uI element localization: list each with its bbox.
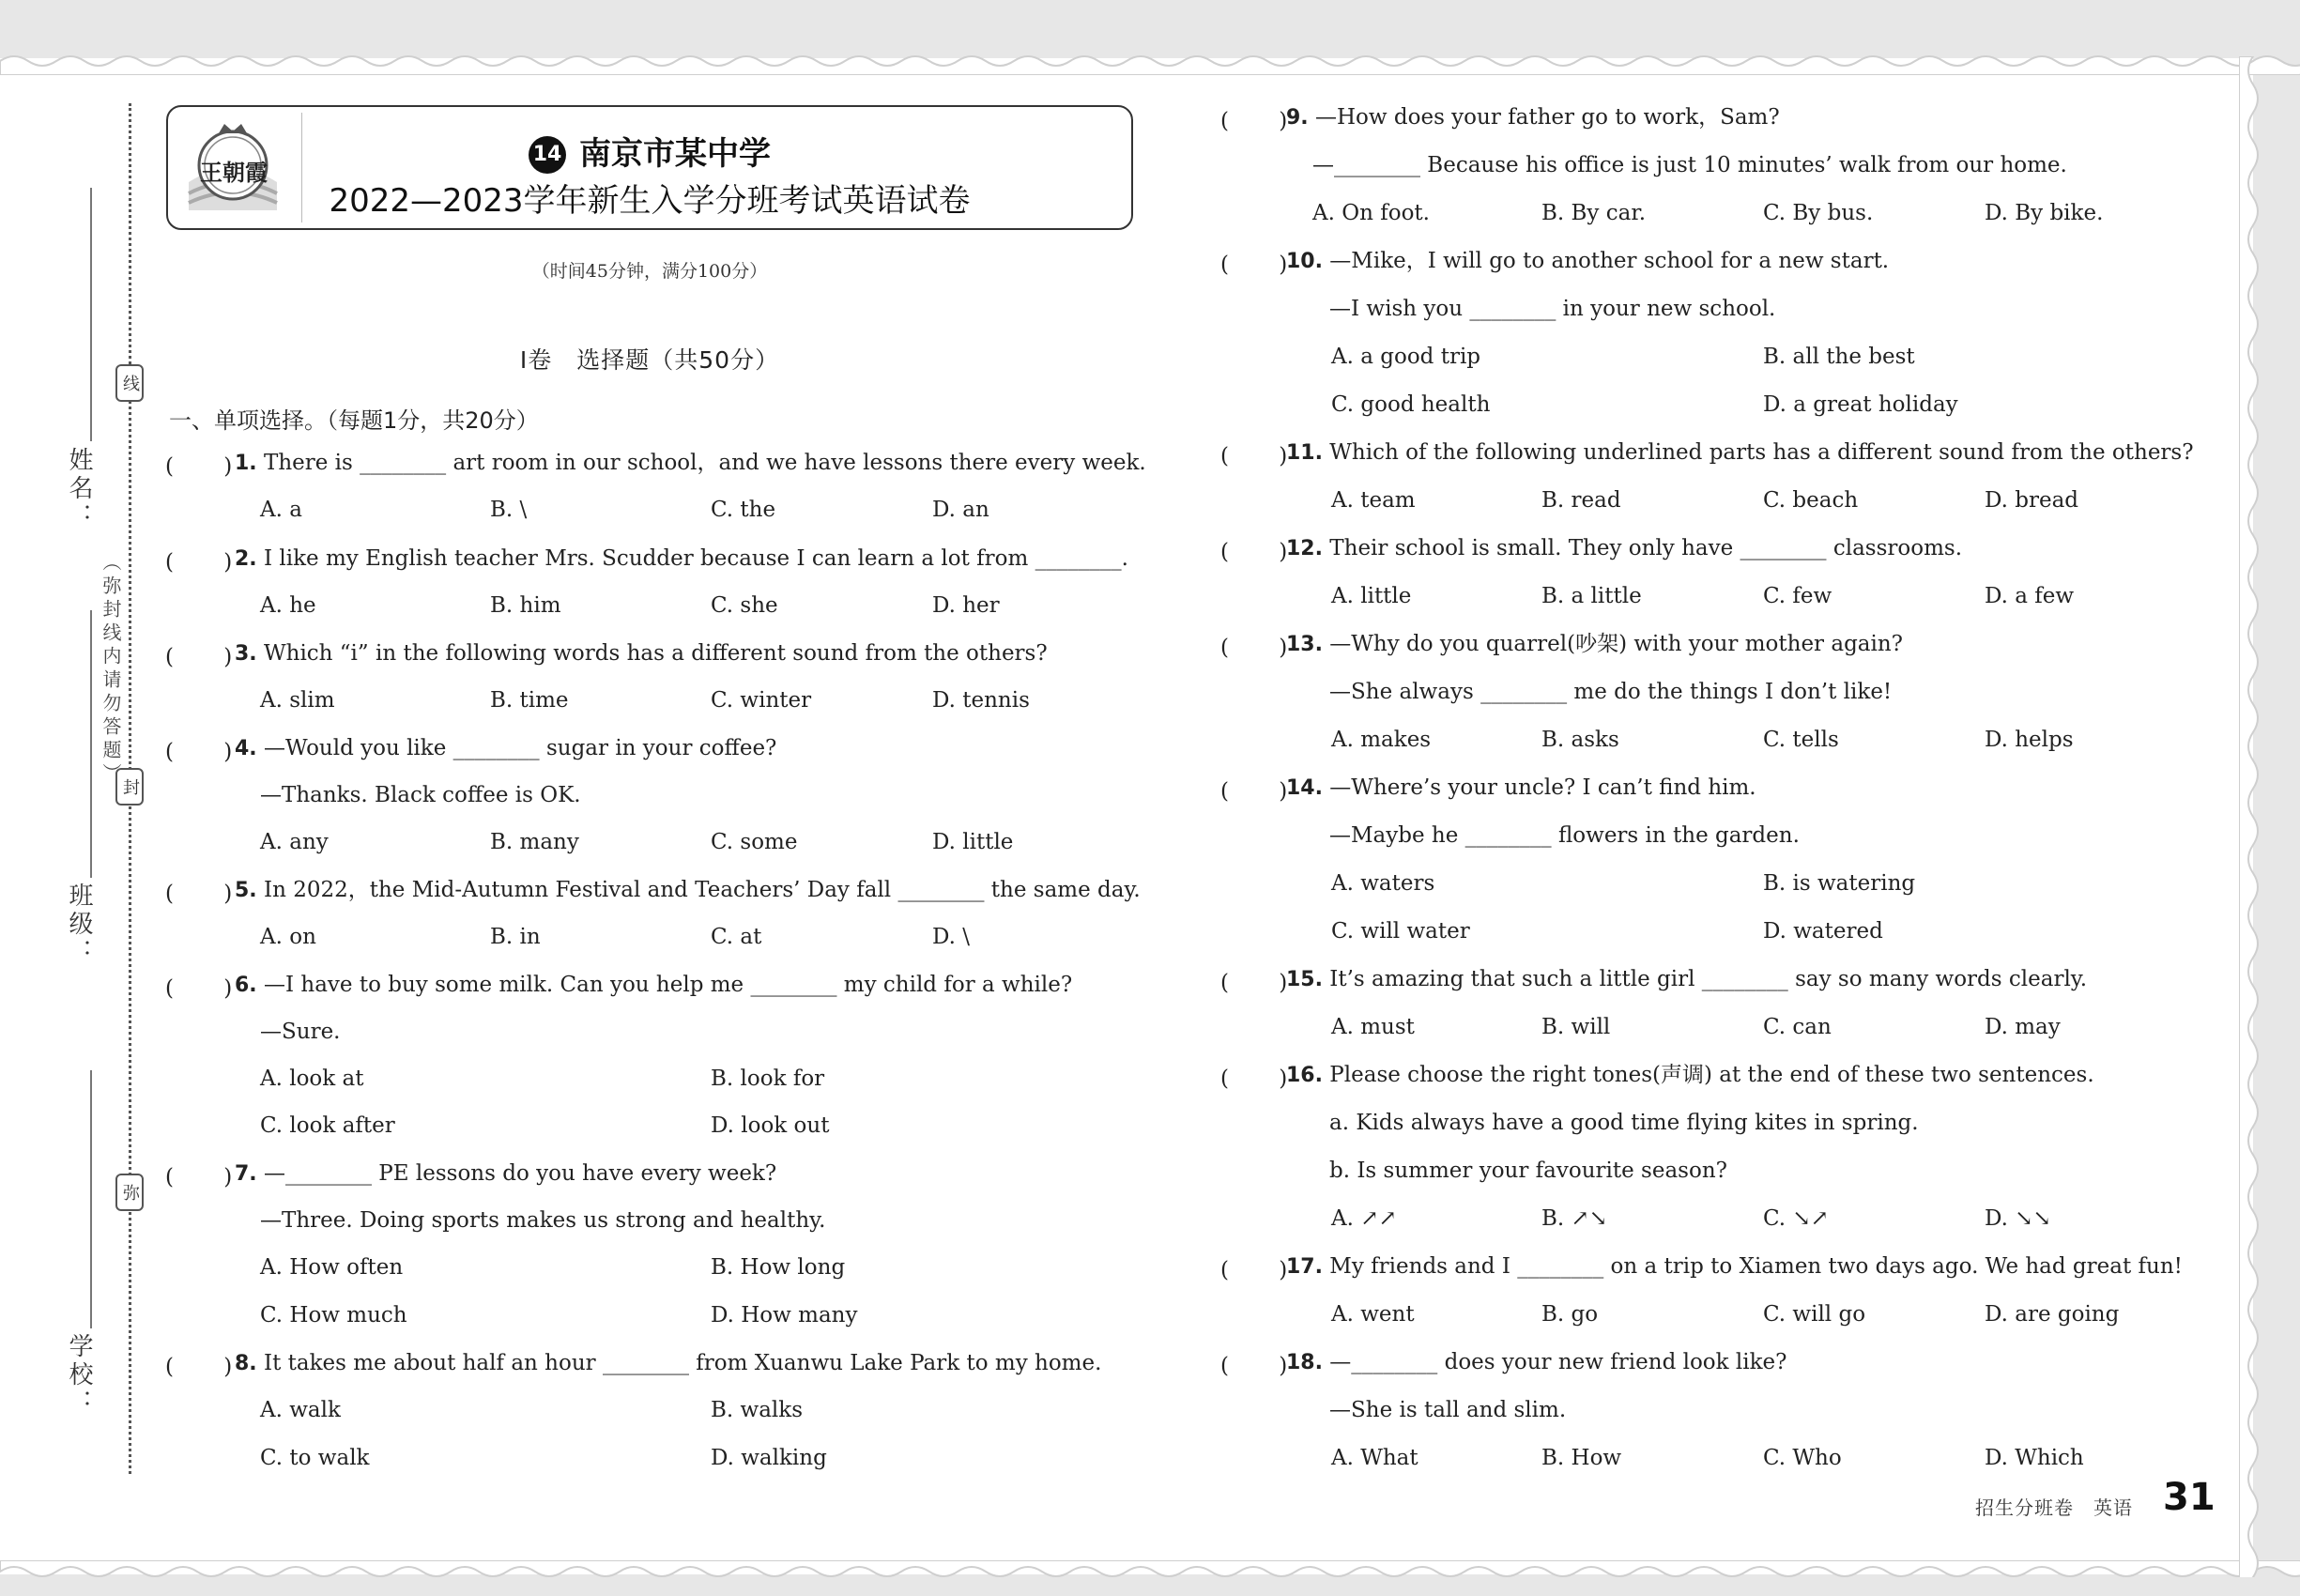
answer-blank-1[interactable]: ( ) [165, 454, 233, 479]
option-7d[interactable]: D. How many [711, 1303, 858, 1327]
option-2d[interactable]: D. her [932, 593, 1000, 618]
option-4b[interactable]: B. many [490, 830, 579, 854]
option-9c[interactable]: C. By bus. [1763, 201, 1874, 225]
option-3a[interactable]: A. slim [260, 688, 335, 713]
option-2c[interactable]: C. she [711, 593, 778, 618]
answer-blank-8[interactable]: ( ) [165, 1355, 233, 1379]
option-3c[interactable]: C. winter [711, 688, 812, 713]
question-6-reply: —Sure. [260, 1020, 341, 1044]
name-label: 姓名： [65, 447, 93, 531]
seal-mark-feng: 封 [115, 768, 144, 806]
option-18b[interactable]: B. How [1541, 1446, 1622, 1470]
option-4a[interactable]: A. any [260, 830, 329, 854]
option-3d[interactable]: D. tennis [932, 688, 1030, 713]
option-14a[interactable]: A. waters [1331, 871, 1435, 896]
option-9b[interactable]: B. By car. [1541, 201, 1647, 225]
answer-blank-3[interactable]: ( ) [165, 645, 233, 669]
time-note: （时间45分钟，满分100分） [531, 261, 768, 282]
option-16d[interactable]: D. ↘↘ [1985, 1206, 2051, 1231]
part-heading: 一、单项选择。（每题1分，共20分） [169, 407, 539, 434]
option-17d[interactable]: D. are going [1985, 1302, 2120, 1327]
option-7a[interactable]: A. How often [260, 1255, 404, 1280]
school-field-line[interactable] [90, 1070, 92, 1328]
option-17c[interactable]: C. will go [1763, 1302, 1866, 1327]
answer-blank-16[interactable]: ( ) [1220, 1067, 1288, 1091]
answer-blank-10[interactable]: ( ) [1220, 253, 1288, 277]
option-12a[interactable]: A. little [1331, 584, 1412, 608]
option-15b[interactable]: B. will [1541, 1015, 1611, 1039]
question-4: 4. —Would you like ________ sugar in your coffee? [235, 736, 777, 760]
option-14b[interactable]: B. is watering [1763, 871, 1916, 896]
option-13b[interactable]: B. asks [1541, 728, 1619, 752]
question-16-sentence-b: b. Is summer your favourite season? [1329, 1159, 1727, 1183]
option-6a[interactable]: A. look at [260, 1067, 364, 1091]
option-10b[interactable]: B. all the best [1763, 345, 1915, 369]
option-5a[interactable]: A. on [260, 925, 316, 949]
option-1d[interactable]: D. an [932, 498, 989, 522]
answer-blank-9[interactable]: ( ) [1220, 109, 1288, 133]
section-heading: Ⅰ卷 选择题（共50分） [519, 346, 780, 374]
page-number: 31 [2163, 1476, 2216, 1519]
option-8a[interactable]: A. walk [260, 1398, 341, 1422]
option-17a[interactable]: A. went [1331, 1302, 1415, 1327]
option-11a[interactable]: A. team [1331, 488, 1416, 513]
option-8c[interactable]: C. to walk [260, 1446, 370, 1470]
option-3b[interactable]: B. time [490, 688, 569, 713]
answer-blank-6[interactable]: ( ) [165, 976, 233, 1001]
school-title [168, 128, 1131, 174]
seal-mark-mi: 弥 [115, 1174, 144, 1211]
option-8d[interactable]: D. walking [711, 1446, 827, 1470]
question-12: 12. Their school is small. They only have ________ classrooms. [1286, 536, 1963, 560]
option-7c[interactable]: C. How much [260, 1303, 407, 1327]
option-6c[interactable]: C. look after [260, 1113, 395, 1138]
question-18-reply: —She is tall and slim. [1329, 1398, 1567, 1422]
answer-blank-7[interactable]: ( ) [165, 1165, 233, 1189]
option-11b[interactable]: B. read [1541, 488, 1621, 513]
question-13-reply: —She always ________ me do the things I don’t like! [1329, 680, 1893, 704]
question-16: 16. Please choose the right tones(声调) at the end of these two sentences. [1286, 1063, 2094, 1087]
option-13a[interactable]: A. makes [1331, 728, 1432, 752]
school-name: 南京市某中学 [579, 135, 771, 173]
class-field-line[interactable] [90, 610, 92, 878]
question-3: 3. Which “i” in the following words has a different sound from the others? [235, 641, 1048, 666]
option-18a[interactable]: A. What [1331, 1446, 1418, 1470]
question-14: 14. —Where’s your uncle? I can’t find him. [1286, 775, 1756, 800]
option-13c[interactable]: C. tells [1763, 728, 1839, 752]
question-4-reply: —Thanks. Black coffee is OK. [260, 783, 581, 807]
question-9: 9. —How does your father go to work，Sam? [1286, 105, 1780, 130]
answer-blank-5[interactable]: ( ) [165, 882, 233, 906]
question-9-reply: —________ Because his office is just 10 minutes’ walk from our home. [1312, 153, 2067, 177]
option-6b[interactable]: B. look for [711, 1067, 825, 1091]
question-7-reply: —Three. Doing sports makes us strong and healthy. [260, 1208, 826, 1233]
option-12d[interactable]: D. a few [1985, 584, 2075, 608]
option-10c[interactable]: C. good health [1331, 392, 1491, 417]
option-16a[interactable]: A. ↗↗ [1331, 1206, 1397, 1231]
option-14d[interactable]: D. watered [1763, 919, 1883, 944]
option-15a[interactable]: A. must [1331, 1015, 1415, 1039]
option-18d[interactable]: D. Which [1985, 1446, 2084, 1470]
option-18c[interactable]: C. Who [1763, 1446, 1842, 1470]
question-10: 10. —Mike，I will go to another school for a new start. [1286, 249, 1890, 273]
option-1c[interactable]: C. the [711, 498, 776, 522]
exam-title: 2022—2023学年新生入学分班考试英语试卷 [329, 182, 971, 220]
option-16c[interactable]: C. ↘↗ [1763, 1206, 1829, 1231]
logo-text: 王朝霞 [200, 159, 268, 186]
question-11: 11. Which of the following underlined parts has a different sound from the others? [1286, 440, 2194, 465]
option-9d[interactable]: D. By bike. [1985, 201, 2104, 225]
option-16b[interactable]: B. ↗↘ [1541, 1206, 1608, 1231]
question-1: 1. There is ________ art room in our school，and we have lessons there every week. [235, 451, 1146, 475]
answer-blank-2[interactable]: ( ) [165, 550, 233, 575]
option-5b[interactable]: B. in [490, 925, 541, 949]
option-8b[interactable]: B. walks [711, 1398, 804, 1422]
answer-blank-15[interactable]: ( ) [1220, 971, 1288, 995]
question-16-sentence-a: a. Kids always have a good time flying kites in spring. [1329, 1111, 1919, 1135]
paper-number-badge: 14 [529, 136, 566, 174]
option-14c[interactable]: C. will water [1331, 919, 1470, 944]
answer-blank-11[interactable]: ( ) [1220, 444, 1288, 468]
option-12c[interactable]: C. few [1763, 584, 1832, 608]
class-label: 班级： [65, 882, 93, 967]
question-17: 17. My friends and I ________ on a trip to Xiamen two days ago. We had great fun! [1286, 1254, 2183, 1279]
question-6: 6. —I have to buy some milk. Can you help me ________ my child for a while? [235, 973, 1073, 997]
option-1b[interactable]: B. \ [490, 498, 528, 522]
option-4c[interactable]: C. some [711, 830, 798, 854]
option-10d[interactable]: D. a great holiday [1763, 392, 1958, 417]
question-10-reply: —I wish you ________ in your new school. [1329, 297, 1776, 321]
option-6d[interactable]: D. look out [711, 1113, 830, 1138]
option-11d[interactable]: D. bread [1985, 488, 2079, 513]
footer-label: 招生分班卷 英语 [1975, 1496, 2133, 1519]
option-7b[interactable]: B. How long [711, 1255, 846, 1280]
option-2b[interactable]: B. him [490, 593, 561, 618]
option-2a[interactable]: A. he [260, 593, 316, 618]
option-10a[interactable]: A. a good trip [1331, 345, 1481, 369]
question-14-reply: —Maybe he ________ flowers in the garden. [1329, 823, 1800, 848]
question-8: 8. It takes me about half an hour ________ from Xuanwu Lake Park to my home. [235, 1351, 1102, 1375]
option-4d[interactable]: D. little [932, 830, 1014, 854]
option-5d[interactable]: D. \ [932, 925, 970, 949]
option-5c[interactable]: C. at [711, 925, 762, 949]
seal-note: （弥封线内请勿答题） [100, 552, 122, 787]
name-field-line[interactable] [90, 188, 92, 441]
answer-blank-14[interactable]: ( ) [1220, 779, 1288, 804]
question-15: 15. It’s amazing that such a little girl ________ say so many words clearly. [1286, 967, 2088, 991]
answer-blank-13[interactable]: ( ) [1220, 636, 1288, 660]
answer-blank-18[interactable]: ( ) [1220, 1354, 1288, 1378]
answer-blank-17[interactable]: ( ) [1220, 1258, 1288, 1282]
option-12b[interactable]: B. a little [1541, 584, 1642, 608]
option-9a[interactable]: A. On foot. [1312, 201, 1430, 225]
answer-blank-4[interactable]: ( ) [165, 740, 233, 764]
option-15d[interactable]: D. may [1985, 1015, 2061, 1039]
option-15c[interactable]: C. can [1763, 1015, 1832, 1039]
seal-mark-xian: 线 [115, 364, 144, 402]
question-13: 13. —Why do you quarrel(吵架) with your mother again? [1286, 632, 1904, 656]
option-1a[interactable]: A. a [260, 498, 302, 522]
question-7: 7. —________ PE lessons do you have every week? [235, 1161, 777, 1186]
option-13d[interactable]: D. helps [1985, 728, 2074, 752]
answer-blank-12[interactable]: ( ) [1220, 540, 1288, 564]
exam-paper [0, 58, 2253, 1574]
title-box [166, 105, 1133, 230]
question-5: 5. In 2022，the Mid-Autumn Festival and Teachers’ Day fall ________ the same day. [235, 878, 1141, 902]
option-11c[interactable]: C. beach [1763, 488, 1859, 513]
question-18: 18. —________ does your new friend look like? [1286, 1350, 1787, 1374]
option-17b[interactable]: B. go [1541, 1302, 1599, 1327]
school-label: 学校： [65, 1333, 93, 1418]
question-2: 2. I like my English teacher Mrs. Scudder because I can learn a lot from ________. [235, 546, 1128, 571]
